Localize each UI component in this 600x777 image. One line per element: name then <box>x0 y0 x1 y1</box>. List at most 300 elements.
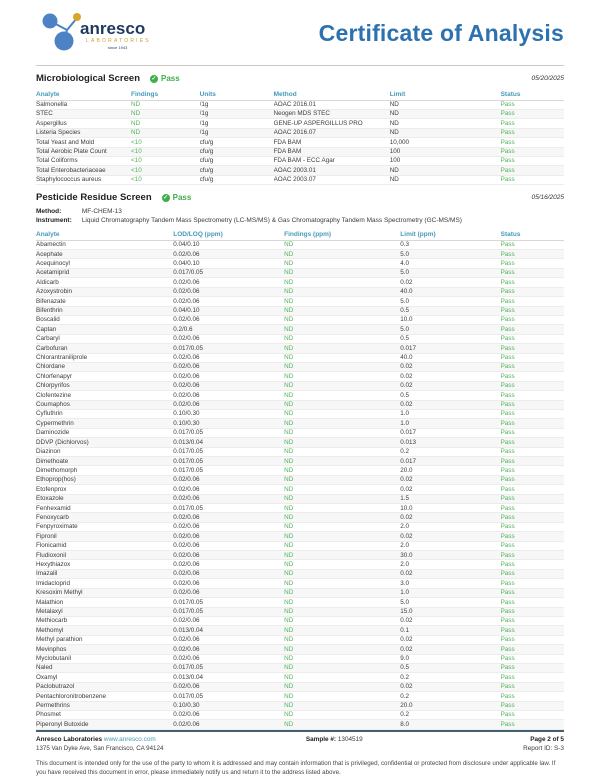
table-cell: 0.2 <box>400 447 500 456</box>
table-cell: 40.0 <box>400 353 500 362</box>
table-cell: ND <box>131 100 200 109</box>
table-row <box>36 579 564 588</box>
col-limit: Limit <box>390 89 501 100</box>
table-row <box>36 428 564 437</box>
table-cell: Pass <box>501 607 564 616</box>
table-cell: Kresoxim Methyl <box>36 588 173 597</box>
table-cell: Pass <box>501 635 564 644</box>
table-cell: 20.0 <box>400 701 500 710</box>
table-cell: Pass <box>501 419 564 428</box>
col-findings: Findings (ppm) <box>284 229 400 240</box>
sample-number-label: Sample #: <box>305 735 337 743</box>
table-cell: ND <box>390 166 501 175</box>
table-cell: Methomyl <box>36 626 173 635</box>
table-cell: ND <box>390 175 501 184</box>
table-row <box>36 504 564 513</box>
table-cell: ND <box>284 701 400 710</box>
table-row <box>36 419 564 428</box>
col-method: Method <box>274 89 390 100</box>
table-cell: Acequinocyl <box>36 259 173 268</box>
table-cell: ND <box>284 598 400 607</box>
table-row <box>36 250 564 259</box>
table-cell: AOAC 2016.07 <box>274 128 390 137</box>
pesticide-section-title: Pesticide Residue Screen <box>36 192 152 204</box>
micro-pass-label: Pass <box>161 74 180 83</box>
table-cell: ND <box>284 494 400 503</box>
table-cell: 0.02/0.06 <box>173 720 284 729</box>
table-row <box>36 607 564 616</box>
table-cell: 10.0 <box>400 315 500 324</box>
table-cell: ND <box>284 635 400 644</box>
table-row <box>36 710 564 719</box>
table-cell: cfu/g <box>200 147 274 156</box>
table-cell: 0.5 <box>400 391 500 400</box>
table-cell: ND <box>284 306 400 315</box>
footer-company-block <box>36 736 237 752</box>
table-cell: Oxamyl <box>36 673 173 682</box>
svg-text:anresco: anresco <box>80 19 146 38</box>
instrument-label: Instrument: <box>36 217 72 225</box>
table-cell: Pass <box>501 541 564 550</box>
table-cell: ND <box>284 692 400 701</box>
table-cell: 100 <box>390 147 501 156</box>
footer-page-block <box>432 736 564 752</box>
table-cell: 1.0 <box>400 419 500 428</box>
table-cell: Pass <box>501 663 564 672</box>
table-row <box>36 306 564 315</box>
table-cell: ND <box>284 438 400 447</box>
table-cell: ND <box>284 278 400 287</box>
table-cell: 3.0 <box>400 579 500 588</box>
table-cell: Myclobutanil <box>36 654 173 663</box>
table-cell: Diazinon <box>36 447 173 456</box>
table-cell: <10 <box>131 156 200 165</box>
table-cell: Pass <box>501 325 564 334</box>
table-cell: Pass <box>501 372 564 381</box>
table-cell: Pass <box>501 166 564 175</box>
table-cell: Mevinphos <box>36 645 173 654</box>
table-cell: Acephate <box>36 250 173 259</box>
table-cell: 2.0 <box>400 560 500 569</box>
table-cell: Paclobutrazol <box>36 682 173 691</box>
table-cell: 0.02/0.06 <box>173 579 284 588</box>
table-row <box>36 654 564 663</box>
table-cell: Pass <box>501 447 564 456</box>
footer-website-link[interactable]: www.anresco.com <box>103 735 156 743</box>
table-cell: ND <box>284 522 400 531</box>
table-cell: 2.0 <box>400 522 500 531</box>
table-cell: 20.0 <box>400 466 500 475</box>
table-cell: Etofenprox <box>36 485 173 494</box>
table-cell: 0.02/0.06 <box>173 278 284 287</box>
table-cell: Cypermethrin <box>36 419 173 428</box>
table-row <box>36 466 564 475</box>
table-cell: 0.02/0.06 <box>173 391 284 400</box>
micro-table <box>36 89 564 185</box>
table-cell: Pass <box>501 147 564 156</box>
table-cell: Fipronil <box>36 532 173 541</box>
table-cell: <10 <box>131 166 200 175</box>
table-cell: /1g <box>200 128 274 137</box>
table-row <box>36 701 564 710</box>
table-cell: Chlorpyrifos <box>36 381 173 390</box>
table-cell: Pass <box>501 268 564 277</box>
table-cell: 0.017/0.05 <box>173 457 284 466</box>
table-cell: 0.02/0.06 <box>173 315 284 324</box>
method-label: Method: <box>36 207 62 215</box>
table-cell: ND <box>284 362 400 371</box>
table-cell: 0.2 <box>400 673 500 682</box>
pesticide-header-row <box>36 229 564 240</box>
table-cell: Malathion <box>36 598 173 607</box>
table-cell: 0.02/0.06 <box>173 372 284 381</box>
table-row <box>36 278 564 287</box>
table-cell: 0.017/0.05 <box>173 663 284 672</box>
table-cell: Pass <box>501 485 564 494</box>
table-cell: Pass <box>501 513 564 522</box>
table-cell: cfu/g <box>200 138 274 147</box>
table-cell: ND <box>284 391 400 400</box>
table-cell: ND <box>284 560 400 569</box>
check-circle-icon: ✓ <box>163 194 169 201</box>
table-cell: 0.02/0.06 <box>173 710 284 719</box>
table-cell: Phosmet <box>36 710 173 719</box>
table-cell: Pass <box>501 466 564 475</box>
table-cell: Pass <box>501 692 564 701</box>
table-cell: 0.02/0.06 <box>173 513 284 522</box>
table-cell: 0.1 <box>400 626 500 635</box>
table-cell: ND <box>390 109 501 118</box>
table-row <box>36 720 564 729</box>
table-row <box>36 409 564 418</box>
table-cell: ND <box>284 485 400 494</box>
table-cell: 0.04/0.10 <box>173 259 284 268</box>
table-cell: Pass <box>501 551 564 560</box>
table-cell: Pass <box>501 645 564 654</box>
table-cell: Hexythiazox <box>36 560 173 569</box>
pesticide-table <box>36 229 564 730</box>
table-row <box>36 287 564 296</box>
instrument-value: Liquid Chromatography Tandem Mass Spectrometry (LC-MS/MS) & Gas Chromatography Tandem Mass Spectrometry (GC-MS/MS) <box>81 217 462 225</box>
table-cell: Chlordane <box>36 362 173 371</box>
table-row <box>36 381 564 390</box>
table-cell: 0.02 <box>400 513 500 522</box>
table-row <box>36 569 564 578</box>
table-cell: ND <box>284 532 400 541</box>
table-cell: Pass <box>501 720 564 729</box>
table-cell: ND <box>284 673 400 682</box>
table-cell: 0.2 <box>400 692 500 701</box>
table-cell: Pass <box>501 457 564 466</box>
table-cell: 0.02 <box>400 400 500 409</box>
svg-text:LABORATORIES: LABORATORIES <box>86 38 151 44</box>
table-row <box>36 138 564 147</box>
table-cell: Imazalil <box>36 569 173 578</box>
table-cell: 10,000 <box>390 138 501 147</box>
table-cell: Pass <box>501 494 564 503</box>
table-row <box>36 588 564 597</box>
table-cell: 5.0 <box>400 598 500 607</box>
table-row <box>36 259 564 268</box>
table-cell: Pass <box>501 504 564 513</box>
table-cell: <10 <box>131 147 200 156</box>
table-cell: ND <box>284 616 400 625</box>
table-cell: /1g <box>200 109 274 118</box>
table-cell: Pentachloronitrobenzene <box>36 692 173 701</box>
table-cell: Pass <box>501 560 564 569</box>
table-cell: DDVP (Dichlorvos) <box>36 438 173 447</box>
table-cell: <10 <box>131 175 200 184</box>
table-cell: Aspergillus <box>36 119 131 128</box>
table-cell: Etoxazole <box>36 494 173 503</box>
pesticide-pass-label: Pass <box>172 193 192 203</box>
table-cell: Pass <box>501 259 564 268</box>
table-cell: ND <box>284 457 400 466</box>
table-cell: ND <box>284 466 400 475</box>
table-cell: 0.02/0.06 <box>173 494 284 503</box>
table-cell: ND <box>390 100 501 109</box>
table-cell: Pass <box>501 400 564 409</box>
table-cell: Daminozide <box>36 428 173 437</box>
table-cell: Pass <box>501 297 564 306</box>
table-cell: Total Enterobacteriaceae <box>36 166 131 175</box>
table-cell: Total Coliforms <box>36 156 131 165</box>
table-row <box>36 494 564 503</box>
table-cell: FDA BAM <box>274 147 390 156</box>
table-cell: 0.02 <box>400 372 500 381</box>
table-cell: 0.5 <box>400 334 500 343</box>
table-row <box>36 100 564 109</box>
table-cell: Azoxystrobin <box>36 287 173 296</box>
footer-company: Anresco Laboratories <box>36 735 103 743</box>
table-cell: 0.017/0.05 <box>173 598 284 607</box>
table-cell: Abamectin <box>36 240 173 249</box>
table-cell: ND <box>284 325 400 334</box>
table-cell: Pass <box>501 381 564 390</box>
table-cell: 0.02 <box>400 278 500 287</box>
table-cell: 0.2 <box>400 710 500 719</box>
page-header <box>36 6 564 66</box>
table-cell: Pass <box>501 287 564 296</box>
table-row <box>36 598 564 607</box>
table-cell: Pass <box>501 278 564 287</box>
table-cell: AOAC 2016.01 <box>274 100 390 109</box>
table-cell: Pass <box>501 353 564 362</box>
table-cell: Pass <box>501 475 564 484</box>
table-cell: 0.3 <box>400 240 500 249</box>
micro-section-title: Microbiological Screen <box>36 73 140 84</box>
table-cell: 0.013/0.04 <box>173 438 284 447</box>
table-cell: 0.02/0.06 <box>173 645 284 654</box>
table-cell: ND <box>284 344 400 353</box>
table-cell: 0.017 <box>400 344 500 353</box>
page-number: Page 2 of 5 <box>530 735 564 743</box>
table-cell: Pass <box>501 598 564 607</box>
table-cell: 2.0 <box>400 541 500 550</box>
col-limit: Limit (ppm) <box>400 229 500 240</box>
table-cell: Ethoprop(hos) <box>36 475 173 484</box>
table-cell: AOAC 2003.07 <box>274 175 390 184</box>
table-cell: 0.017/0.05 <box>173 344 284 353</box>
table-row <box>36 362 564 371</box>
table-row <box>36 560 564 569</box>
table-cell: ND <box>284 381 400 390</box>
table-cell: cfu/g <box>200 166 274 175</box>
micro-header-row <box>36 89 564 100</box>
table-cell: ND <box>284 372 400 381</box>
anresco-logo <box>36 8 174 59</box>
table-cell: ND <box>284 720 400 729</box>
table-cell: 40.0 <box>400 287 500 296</box>
table-cell: AOAC 2003.01 <box>274 166 390 175</box>
table-cell: Metalaxyl <box>36 607 173 616</box>
table-row <box>36 457 564 466</box>
table-cell: ND <box>284 504 400 513</box>
table-cell: 5.0 <box>400 297 500 306</box>
table-cell: ND <box>284 607 400 616</box>
table-cell: ND <box>284 645 400 654</box>
table-cell: ND <box>284 579 400 588</box>
table-cell: 0.04/0.10 <box>173 240 284 249</box>
table-cell: Pass <box>501 682 564 691</box>
table-cell: ND <box>284 419 400 428</box>
pesticide-table-head <box>36 229 564 240</box>
table-cell: Pass <box>501 315 564 324</box>
table-cell: 5.0 <box>400 268 500 277</box>
table-cell: Aldicarb <box>36 278 173 287</box>
page-title: Certificate of Analysis <box>318 20 564 46</box>
table-row <box>36 522 564 531</box>
table-cell: ND <box>284 710 400 719</box>
table-cell: 0.02/0.06 <box>173 297 284 306</box>
table-cell: Pass <box>501 654 564 663</box>
table-cell: 0.02 <box>400 381 500 390</box>
table-row <box>36 682 564 691</box>
table-row <box>36 391 564 400</box>
table-cell: Flonicamid <box>36 541 173 550</box>
table-cell: Pass <box>501 138 564 147</box>
anresco-logo-icon <box>36 8 174 54</box>
table-cell: ND <box>284 240 400 249</box>
table-row <box>36 447 564 456</box>
table-cell: 0.10/0.30 <box>173 701 284 710</box>
table-row <box>36 268 564 277</box>
table-cell: cfu/g <box>200 175 274 184</box>
table-cell: 0.02 <box>400 569 500 578</box>
table-row <box>36 513 564 522</box>
table-cell: 0.017/0.05 <box>173 466 284 475</box>
col-status: Status <box>501 229 564 240</box>
table-row <box>36 626 564 635</box>
table-cell: Clofentezine <box>36 391 173 400</box>
col-units: Units <box>200 89 274 100</box>
col-analyte: Analyte <box>36 89 131 100</box>
table-cell: Chlorantraniliprole <box>36 353 173 362</box>
table-cell: 0.02/0.06 <box>173 334 284 343</box>
table-row <box>36 532 564 541</box>
table-cell: Coumaphos <box>36 400 173 409</box>
micro-table-body <box>36 100 564 185</box>
table-cell: 0.10/0.30 <box>173 409 284 418</box>
table-cell: ND <box>390 119 501 128</box>
table-cell: Pass <box>501 240 564 249</box>
table-cell: Carbofuran <box>36 344 173 353</box>
table-cell: 0.02/0.06 <box>173 616 284 625</box>
table-cell: 0.02/0.06 <box>173 682 284 691</box>
col-findings: Findings <box>131 89 200 100</box>
instrument-line <box>36 217 564 224</box>
table-row <box>36 156 564 165</box>
table-cell: 0.017/0.05 <box>173 607 284 616</box>
table-cell: 0.017/0.05 <box>173 428 284 437</box>
table-cell: ND <box>284 475 400 484</box>
table-cell: Boscalid <box>36 315 173 324</box>
table-cell: 0.013/0.04 <box>173 626 284 635</box>
table-cell: 0.017 <box>400 457 500 466</box>
table-row <box>36 147 564 156</box>
table-cell: 0.5 <box>400 663 500 672</box>
table-cell: 0.02/0.06 <box>173 250 284 259</box>
table-cell: 0.02/0.06 <box>173 353 284 362</box>
table-cell: 5.0 <box>400 250 500 259</box>
table-cell: 0.02 <box>400 532 500 541</box>
table-cell: Carbaryl <box>36 334 173 343</box>
table-row <box>36 344 564 353</box>
table-cell: 0.013/0.04 <box>173 673 284 682</box>
table-cell: Total Aerobic Plate Count <box>36 147 131 156</box>
micro-date: 05/20/2025 <box>531 75 564 82</box>
table-cell: 0.10/0.30 <box>173 419 284 428</box>
table-row <box>36 175 564 184</box>
table-cell: Pass <box>501 569 564 578</box>
method-line <box>36 208 564 215</box>
table-cell: Pass <box>501 175 564 184</box>
table-cell: Staphylococcus aureus <box>36 175 131 184</box>
table-cell: ND <box>284 447 400 456</box>
table-cell: Permethrins <box>36 701 173 710</box>
table-cell: Dimethoate <box>36 457 173 466</box>
table-cell: cfu/g <box>200 156 274 165</box>
table-cell: ND <box>131 128 200 137</box>
table-row <box>36 645 564 654</box>
table-cell: ND <box>284 428 400 437</box>
table-cell: Pass <box>501 673 564 682</box>
table-cell: 0.02/0.06 <box>173 654 284 663</box>
table-cell: 0.02/0.06 <box>173 569 284 578</box>
table-cell: Pass <box>501 579 564 588</box>
table-cell: Pass <box>501 522 564 531</box>
svg-text:since 1943: since 1943 <box>108 45 128 50</box>
table-cell: FDA BAM - ECC Agar <box>274 156 390 165</box>
table-cell: ND <box>284 400 400 409</box>
table-cell: ND <box>284 409 400 418</box>
table-row <box>36 128 564 137</box>
table-cell: ND <box>284 353 400 362</box>
table-row <box>36 616 564 625</box>
table-cell: 0.017/0.05 <box>173 447 284 456</box>
table-cell: Acetamiprid <box>36 268 173 277</box>
table-cell: ND <box>284 513 400 522</box>
table-cell: ND <box>284 259 400 268</box>
table-cell: Salmonella <box>36 100 131 109</box>
footer-address: 1375 Van Dyke Ave, San Francisco, CA 94124 <box>36 744 164 752</box>
table-cell: 0.02/0.06 <box>173 541 284 550</box>
micro-pass-badge <box>150 74 180 83</box>
table-cell: Total Yeast and Mold <box>36 138 131 147</box>
table-cell: Dimethomorph <box>36 466 173 475</box>
table-row <box>36 663 564 672</box>
table-row <box>36 485 564 494</box>
